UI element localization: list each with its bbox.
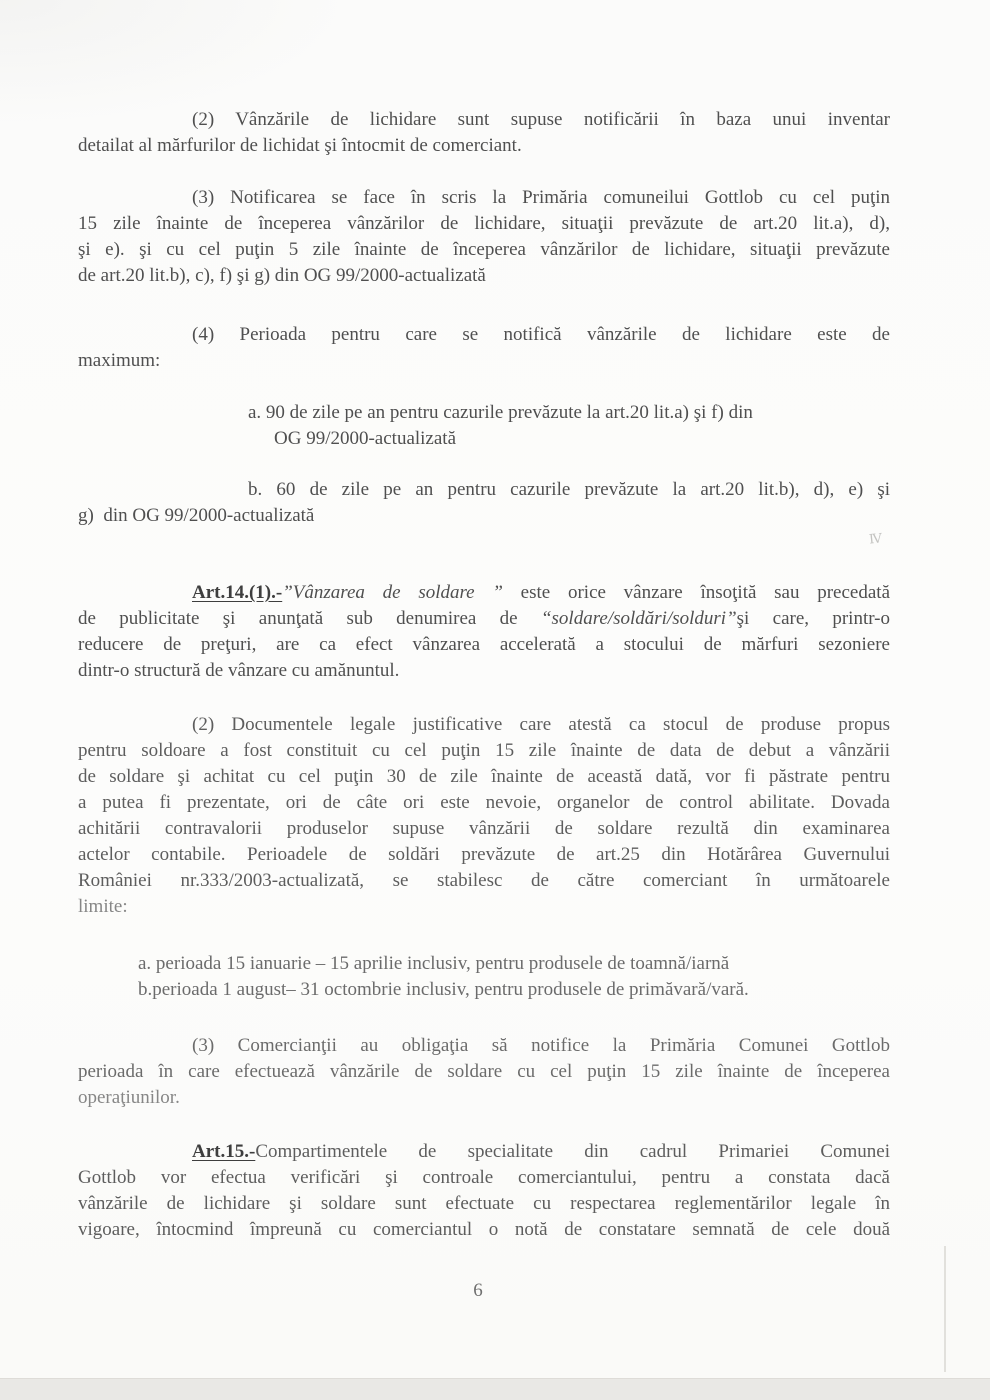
- page-number: 6: [473, 1280, 483, 1301]
- art15-controls-paragraph: [78, 1139, 890, 1243]
- text-line: OG 99/2000-actualizată: [274, 428, 457, 449]
- text-line: pentru soldoare a fost constituit cu cel puţin 15 zile înainte de data de debut a vânzării: [78, 740, 890, 761]
- text-line: limite:: [78, 896, 128, 917]
- scan-bottom-edge: [0, 1378, 990, 1400]
- list-item-b-period: b.perioada 1 august– 31 octombrie inclusiv, pentru produsele de primăvară/vară.: [138, 979, 749, 1000]
- text-line: actelor contabile. Perioadele de soldări prevăzute de art.25 din Hotărârea Guvernului: [78, 844, 890, 865]
- text-line: operaţiunilor.: [78, 1087, 180, 1108]
- text-line: (2) Documentele legale justificative care atestă ca stocul de produse propus: [192, 714, 890, 735]
- text-segment: de publicitate şi anunţată sub denumirea de: [78, 608, 541, 629]
- text-line: României nr.333/2003-actualizată, se stabilesc de către comerciant în următoarele: [78, 870, 890, 891]
- text-line: a putea fi prezentate, ori de câte ori este nevoie, organelor de control abilitate. Dovada: [78, 792, 890, 813]
- text-line: b. 60 de zile pe an pentru cazurile prevăzute la art.20 lit.b), d), e) şi: [248, 479, 890, 500]
- text-line: 15 zile înainte de începerea vânzărilor de lichidare, situaţii prevăzute de art.20 lit.a), d),: [78, 213, 890, 234]
- art15-label: Art.15.-: [192, 1141, 256, 1162]
- text-line: perioada în care efectuează vânzările de soldare cu cel puţin 15 zile înainte de începerea: [78, 1061, 890, 1082]
- text-line: [78, 1139, 890, 1165]
- text-line: dintr-o structură de vânzare cu amănuntul.: [78, 660, 400, 681]
- text-line: vânzările de lichidare şi soldare sunt efectuate cu respectarea reglementărilor legale în: [78, 1193, 890, 1214]
- paragraph-3-notification-deadlines: [78, 185, 890, 289]
- text-line: [78, 606, 890, 632]
- text-line: a. 90 de zile pe an pentru cazurile prevăzute la art.20 lit.a) şi f) din: [248, 402, 753, 423]
- text-line: Gottlob vor efectua verificări şi controale comerciantului, pentru a constata dacă: [78, 1167, 890, 1188]
- text-line: (4) Perioada pentru care se notifică vânzările de lichidare este de: [192, 324, 890, 345]
- text-line: de art.20 lit.b), c), f) şi g) din OG 99/2000-actualizată: [78, 265, 486, 286]
- text-line: achitării contravalorii produselor supuse vânzării de soldare rezultă din examinarea: [78, 818, 890, 839]
- paragraph-2-liquidation-notification: [78, 107, 890, 159]
- text-line: g) din OG 99/2000-actualizată: [78, 505, 315, 526]
- art14-paragraph-2-documents: [78, 712, 890, 920]
- text-line: vigoare, întocmind împreună cu comerciantul o notă de constatare semnată de cele două: [78, 1219, 890, 1240]
- art14-quoted-names: “soldare/soldări/solduri”: [540, 608, 737, 629]
- text-line: detailat al mărfurilor de lichidat şi întocmit de comerciant.: [78, 135, 522, 156]
- text-line: de soldare şi achitat cu cel puţin 30 de zile înainte de această dată, vor fi păstrate pentru: [78, 766, 890, 787]
- text-line: şi e). şi cu cel puţin 5 zile înainte de începerea vânzărilor de lichidare, situaţii prevăzute: [78, 239, 890, 260]
- scan-artifact-mark: Ⅳ: [868, 530, 883, 547]
- text-segment: şi care, printr-o: [736, 608, 890, 629]
- art14-definition-paragraph: [78, 580, 890, 684]
- text-line: maximum:: [78, 350, 161, 371]
- text-line: (2) Vânzările de lichidare sunt supuse notificării în baza unui inventar: [192, 109, 890, 130]
- sale-periods-list: [78, 951, 890, 1003]
- art14-paragraph-3-obligation: [78, 1033, 890, 1111]
- list-item-a-period: a. perioada 15 ianuarie – 15 aprilie inclusiv, pentru produsele de toamnă/iarnă: [138, 953, 730, 974]
- text-segment: este orice vânzare însoţită sau precedată: [502, 582, 890, 603]
- art14-label: Art.14.(1).-: [192, 582, 283, 603]
- paragraph-4-notification-period: [78, 322, 890, 374]
- scan-edge-line: [944, 1246, 946, 1372]
- list-item-a-90-days: [78, 400, 890, 452]
- text-line: reducere de preţuri, are ca efect vânzarea accelerată a stocului de mărfuri sezoniere: [78, 634, 890, 655]
- text-segment: Compartimentele de specialitate din cadrul Primariei Comunei: [255, 1141, 890, 1162]
- list-item-b-60-days: [78, 477, 890, 529]
- text-line: (3) Notificarea se face în scris la Primăria comuneilui Gottlob cu cel puţin: [192, 187, 890, 208]
- art14-quoted-term: ”Vânzarea de soldare ”: [282, 582, 503, 603]
- text-line: [78, 580, 890, 606]
- text-line: (3) Comercianţii au obligaţia să notifice la Primăria Comunei Gottlob: [192, 1035, 890, 1056]
